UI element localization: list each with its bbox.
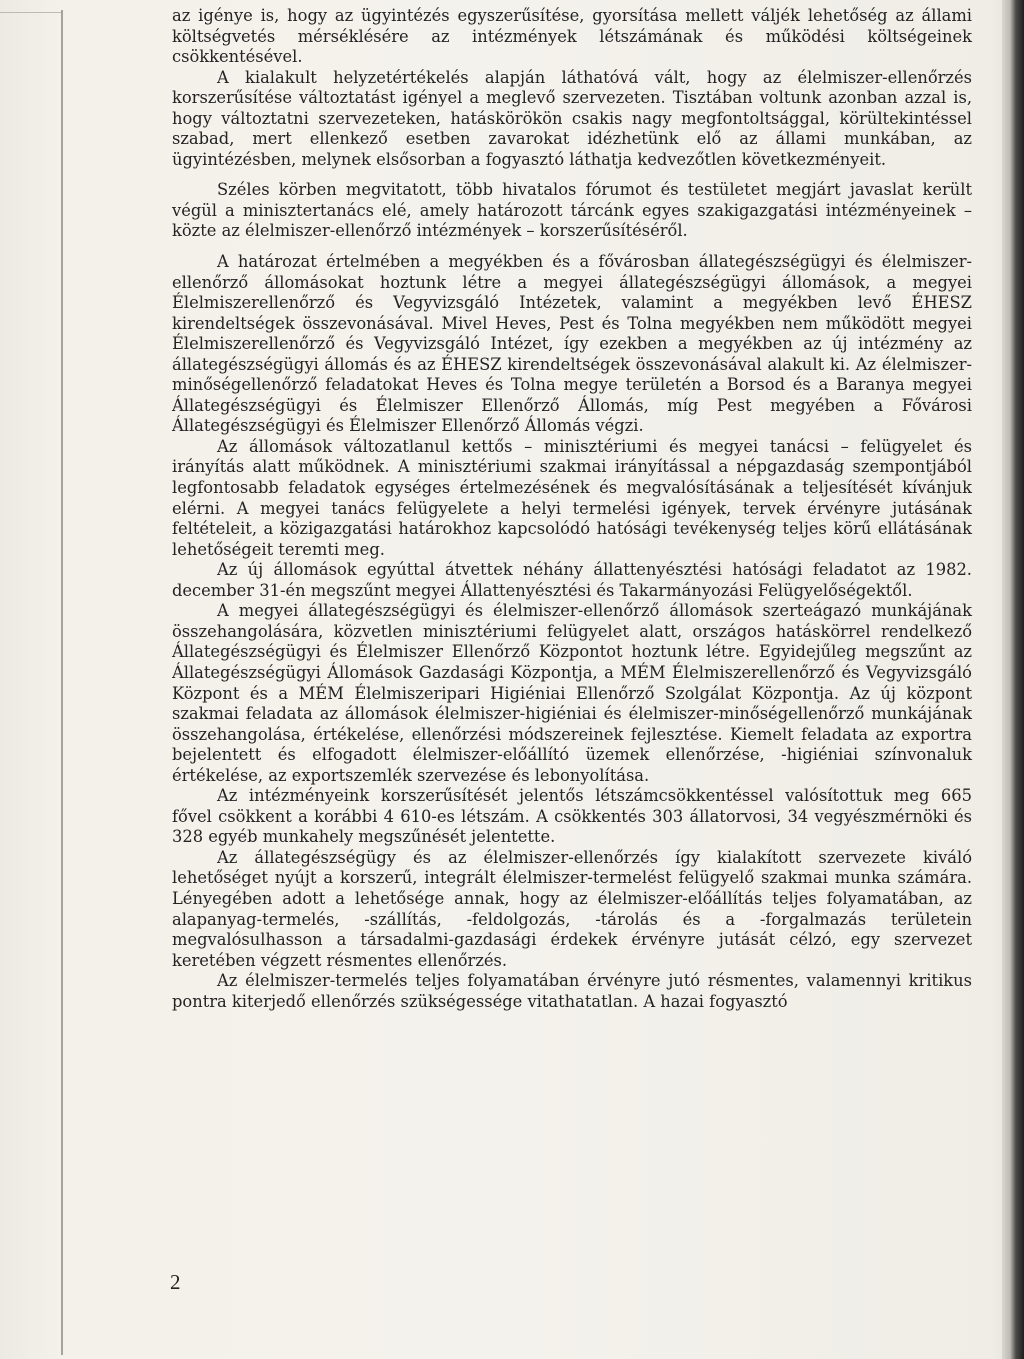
binding-line [61, 10, 63, 1355]
paragraph: Az élelmiszer-termelés teljes folyamatában érvényre jutó résmentes, valamennyi kritikus pontra kiterjedő ellenőrzés szükségessége vitathatatlan. A hazai fogyasztó [172, 971, 972, 1011]
paragraph: Széles körben megvitatott, több hivatalos fórumot és testületet megjárt javaslat került végül a minisztertanács elé, amely határozott tárcánk egyes szakigazgatási intézményeinek – közte az élelmiszer-ellenőrző intézmények – korszerűsítéséről. [172, 180, 972, 241]
body-text [172, 6, 972, 1012]
paragraph: A határozat értelmében a megyékben és a fővárosban állategészségügyi és élelmiszer-ellenőrző állomásokat hoztunk létre a megyei állategészségügyi állomások, a megyei Élelmiszerellenőrző és Vegyvizsgáló Intézetek, valamint a megyékben levő ÉHESZ kirendeltségek összevonásával. Mivel Heves, Pest és Tolna megyékben nem működött megyei Élelmiszerellenőrző és Vegyvizsgáló Intézet, így ezekben a megyékben az új intézmény az állategészségügyi állomás és az ÉHESZ kirendeltségek összevonásával alakult ki. Az élelmiszer-minőségellenőrző feladatokat Heves és Tolna megye területén a Borsod és a Baranya megyei Állategészségügyi és Élelmiszer Ellenőrző Állomás, míg Pest megyében a Fővárosi Állategészségügyi és Élelmiszer Ellenőrző Állomás végzi. [172, 252, 972, 436]
paragraph: Az állategészségügy és az élelmiszer-ellenőrzés így kialakított szervezete kiváló lehetőséget nyújt a korszerű, integrált élelmiszer-termelést felügyelő szakmai munka számára. Lényegében adott a lehetősége annak, hogy az élelmiszer-előállítás teljes folyamatában, az alapanyag-termelés, -szállítás, -feldolgozás, -tárolás és a -forgalmazás területein megvalósulhasson a társadalmi-gazdasági érdekek érvényre jutását célzó, egy szervezet keretében végzett résmentes ellenőrzés. [172, 847, 972, 970]
paragraph: Az új állomások egyúttal átvettek néhány állattenyésztési hatósági feladatot az 1982. december 31-én megszűnt megyei Állattenyésztési és Takarmányozási Felügyelőségektől. [172, 560, 972, 600]
paragraph: Az állomások változatlanul kettős – minisztériumi és megyei tanácsi – felügyelet és irányítás alatt működnek. A minisztériumi szakmai irányítással a népgazdaság szempontjából legfontosabb feladatok egységes értelmezésének és megvalósításának a teljesítését kívánjuk elérni. A megyei tanács felügyelete a helyi termelési igények, tervek érvényre jutásának feltételeit, a közigazgatási határokhoz kapcsolódó hatósági tevékenység teljes körű ellátásának lehetőségeit teremti meg. [172, 436, 972, 559]
page-edge-shadow [1002, 0, 1024, 1359]
paragraph: Az intézményeink korszerűsítését jelentős létszámcsökkentéssel valósítottuk meg 665 fővel csökkent a korábbi 4 610-es létszám. A csökkentés 303 állatorvosi, 34 vegyészmérnöki és 328 egyéb munkahely megszűnését jelentette. [172, 786, 972, 847]
scan-edge-mark [0, 12, 62, 13]
paragraph: A kialakult helyzetértékelés alapján láthatóvá vált, hogy az élelmiszer-ellenőrzés korszerűsítése változtatást igényel a meglevő szervezeten. Tisztában voltunk azonban azzal is, hogy változtatni szervezeteken, hatáskörökön csakis nagy megfontoltsággal, körültekintéssel szabad, mert ellenkező esetben zavarokat idézhetünk elő az állami munkában, az ügyintézésben, melynek elsősorban a fogyasztó láthatja kedvezőtlen következményeit. [172, 67, 972, 169]
page-number: 2 [170, 1270, 181, 1294]
paragraph-continuation: az igénye is, hogy az ügyintézés egyszerűsítése, gyorsítása mellett váljék lehetőség az állami költségvetés mérséklésére az intézmények létszámának és működési költségeinek csökkentésével. [172, 6, 972, 67]
paragraph: A megyei állategészségügyi és élelmiszer-ellenőrző állomások szerteágazó munkájának összehangolására, közvetlen minisztériumi felügyelet alatt, országos hatáskörrel rendelkező Állategészségügyi és Élelmiszer Ellenőrző Központot hoztunk létre. Egyidejűleg megszűnt az Állategészségügyi Állomások Gazdasági Központja, a MÉM Élelmiszerellenőrző és Vegyvizsgáló Központ és a MÉM Élelmiszeripari Higiéniai Ellenőrző Szolgálat Központja. Az új központ szakmai feladata az állomások élelmiszer-higiéniai és élelmiszer-minőségellenőrző munkájának összehangolása, értékelése, ellenőrzési módszereinek fejlesztése. Kiemelt feladata az exportra bejelentett és elfogadott élelmiszer-előállító üzemek ellenőrzése, -higiéniai színvonaluk értékelése, az exportszemlék szervezése és lebonyolítása. [172, 601, 972, 785]
